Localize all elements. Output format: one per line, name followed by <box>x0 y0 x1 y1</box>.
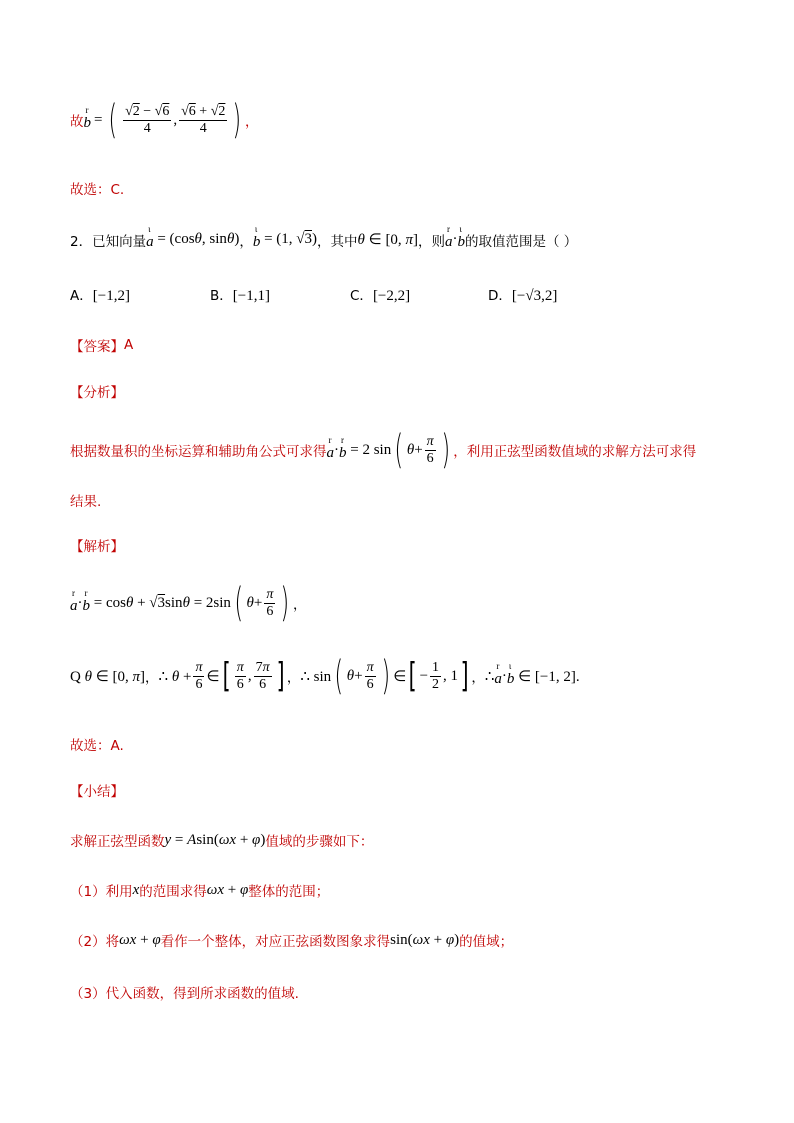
analysis-formula: = 2 sin <box>346 441 392 458</box>
theta-range: θ ∈ [0, π] <box>357 232 418 248</box>
answer-value: A <box>124 337 134 353</box>
q-sep2: ，其中 <box>317 233 358 250</box>
summary-intro2: 值域的步骤如下： <box>265 834 374 850</box>
b-def: = (1, √3) <box>260 231 317 247</box>
dot-product-b: ι b <box>457 224 465 250</box>
choice-c-line: 故选：C. <box>70 182 125 198</box>
solution-line2: Q θ ∈ [0, π] ， ∴ θ + $\frac{\pi}{6}$ ∈ [ $\frac{\pi}{6}$ , $\frac{7\pi}{6}$ ] ， ∴ sin ( θ + $\frac{\pi}{6}$ ) ∈ [ − $\frac{1}{2}$ , 1 ] ， ∴ r a · ι b ∈ [−1, 2]. <box>70 653 580 699</box>
line1-prefix: 故 <box>70 114 84 130</box>
a-def: = (cosθ, sinθ) <box>153 231 240 247</box>
option-a[interactable]: A．[−1,2] <box>70 288 130 304</box>
result-vector-line <box>70 97 259 143</box>
summary-step1: （1）利用 x 的范围求得 ωx + φ 整体的范围； <box>70 881 330 900</box>
question-number: 2．已知向量 <box>70 233 147 250</box>
summary-func: y = Asin(ωx + φ) <box>164 831 266 848</box>
q-sep1: ， <box>239 233 253 250</box>
summary-intro1: 求解正弦型函数 <box>70 834 165 850</box>
answer-line <box>70 335 133 355</box>
summary-step2: （2）将 ωx + φ 看作一个整体，对应正弦函数图象求得 sin(ωx + φ) 的值域； <box>70 931 514 950</box>
dot-product: r a <box>444 224 453 250</box>
analysis-text1: 根据数量积的坐标运算和辅助角公式可求得 <box>70 444 327 460</box>
choice-a-line: 故选：A. <box>70 738 124 754</box>
solution-line1: r a · r b = cosθ + √3sinθ = 2sin ( θ + $\frac{\pi}{6}$ ) ， <box>70 580 307 626</box>
equals: = <box>94 111 103 128</box>
question-2: 2．已知向量 ι a = (cosθ, sinθ) ， ι b = (1, √3) ，其中 θ ∈ [0, π] ，则 r a · ι b 的取值范围是（ ） <box>70 224 578 250</box>
option-b[interactable]: B．[−1,1] <box>210 288 270 304</box>
q-sep3: ，则 <box>417 233 445 250</box>
option-d[interactable]: D．[−√3,2] <box>488 288 558 304</box>
summary-heading: 【小结】 <box>70 784 124 800</box>
sol-expr: = cosθ + √3sinθ = 2sin <box>90 594 231 611</box>
sol-b: r b <box>82 587 90 614</box>
fraction-1: $\frac{√2 - √6}{4}$ <box>125 104 170 136</box>
analysis-text: 根据数量积的坐标运算和辅助角公式可求得 r a · r b = 2 sin ( θ + $\frac{\pi}{6}$ ) ，利用正弦型函数值域的求解方法可求得 <box>70 427 697 473</box>
options-row <box>70 284 557 305</box>
fraction-2: $\frac{√6 + √2}{4}$ <box>181 104 226 136</box>
vector-b-q: ι b <box>252 224 261 250</box>
answer-tag: 【答案】 <box>70 339 124 355</box>
right-paren: ) <box>232 97 242 143</box>
line1-suffix: ， <box>245 114 259 130</box>
q-tail: 的取值范围是（ ） <box>464 233 578 250</box>
analysis-text3: 结果. <box>70 494 102 510</box>
analysis-text2: ，利用正弦型函数值域的求解方法可求得 <box>453 444 697 460</box>
comma: , <box>173 111 178 128</box>
summary-intro <box>70 830 373 850</box>
because: Q θ ∈ [0, π] <box>70 668 146 685</box>
vector-b: r b <box>83 104 91 131</box>
vector-a: ι a <box>146 224 154 250</box>
sol-a: r a <box>70 587 78 614</box>
summary-step3: （3）代入函数，得到所求函数的值域. <box>70 986 299 1002</box>
solution-heading: 【解析】 <box>70 539 124 555</box>
analysis-heading: 【分析】 <box>70 385 124 401</box>
analysis-a: r a <box>326 434 334 461</box>
analysis-b: r b <box>339 434 347 461</box>
left-paren: ( <box>108 97 118 143</box>
option-c[interactable]: C．[−2,2] <box>350 288 411 304</box>
